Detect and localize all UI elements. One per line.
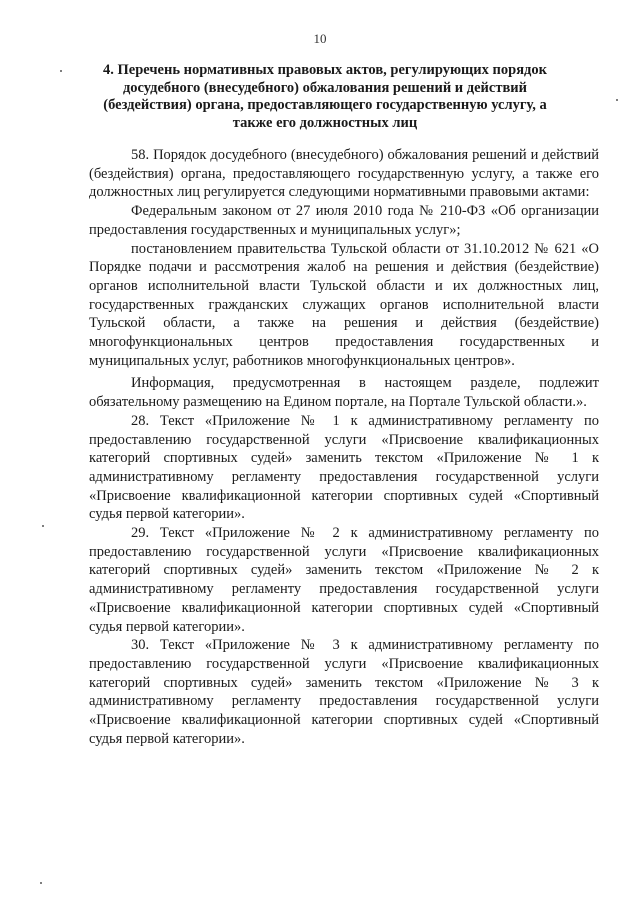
paragraph-28: 28. Текст «Приложение № 1 к административному регламенту по предоставлению государственной услуги «Присвоение квалификационных категорий спортивных судей» заменить текстом «Приложение № 1 к административному регламенту предоставления государственной услуги «Присвоение квалификационной категории спортивных судей «Спортивный судья первой категории». [89, 412, 599, 523]
scan-speck [40, 882, 42, 884]
scan-speck [42, 525, 44, 527]
scan-speck [60, 70, 62, 72]
paragraph-information: Информация, предусмотренная в настоящем разделе, подлежит обязательному размещению на Едином портале, на Портале Тульской области.». [89, 375, 599, 411]
paragraph-federal-law: Федеральным законом от 27 июля 2010 года № 210-ФЗ «Об организации предоставления государственных и муниципальных услуг»; [89, 203, 599, 238]
paragraph-58: 58. Порядок досудебного (внесудебного) обжалования решений и действий (бездействия) органа, предоставляющего государственную услугу, а также его должностных лиц регулируется следующими нормативными правовыми актами: [89, 147, 599, 201]
scan-speck [616, 99, 618, 101]
document-body [89, 146, 599, 749]
paragraph-regional-resolution: постановлением правительства Тульской области от 31.10.2012 № 621 «О Порядке подачи и рассмотрения жалоб на решения и действия (бездействие) органов исполнительной власти Тульской области и их должностных лиц, государственных гражданских служащих органов исполнительной власти Тульской области, а также на решения и действия (бездействие) многофункциональных центров предоставления государственных и муниципальных услуг, работников многофункциональных центров». [89, 240, 599, 369]
paragraph-29: 29. Текст «Приложение № 2 к административному регламенту по предоставлению государственной услуги «Присвоение квалификационных категорий спортивных судей» заменить текстом «Приложение № 2 к административному регламенту предоставления государственной услуги «Присвоение квалификационной категории спортивных судей «Спортивный судья первой категории». [89, 525, 599, 635]
page-number: 10 [313, 31, 327, 46]
section-title: 4. Перечень нормативных правовых актов, регулирующих порядок досудебного (внесудебного) обжалования решений и действий (бездействия) органа, предоставляющего государственную услугу, а также его должностных лиц [103, 62, 547, 131]
paragraph-30: 30. Текст «Приложение № 3 к административному регламенту по предоставлению государственной услуги «Присвоение квалификационных категорий спортивных судей» заменить текстом «Приложение № 3 к административному регламенту предоставления государственной услуги «Присвоение квалификационной категории спортивных судей «Спортивный судья первой категории». [89, 637, 599, 747]
